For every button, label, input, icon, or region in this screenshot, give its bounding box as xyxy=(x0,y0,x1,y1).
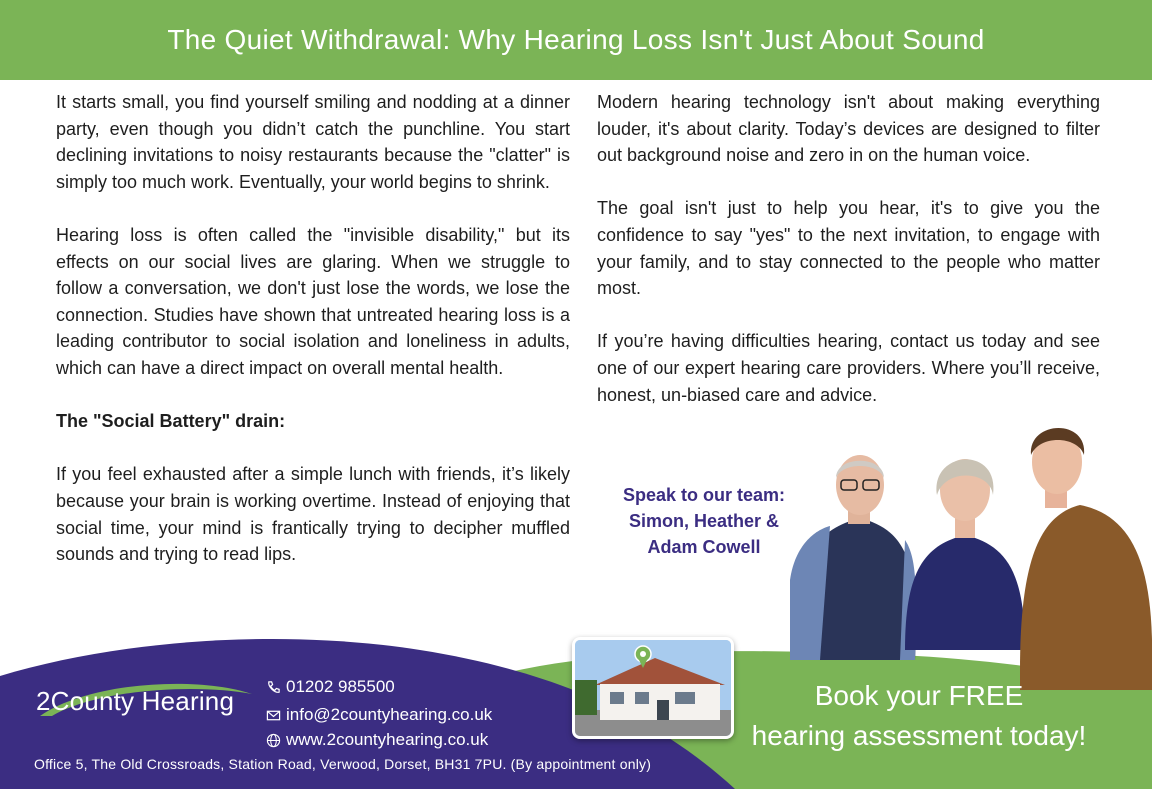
email-address: info@2countyhearing.co.uk xyxy=(286,705,493,724)
globe-icon xyxy=(266,733,281,748)
phone-contact[interactable] xyxy=(266,677,395,697)
clinic-building-photo xyxy=(572,637,734,739)
cta-line-2: hearing assessment today! xyxy=(751,720,1087,751)
phone-number: 01202 985500 xyxy=(286,677,395,696)
left-paragraph-3: If you feel exhausted after a simple lunch with friends, it’s likely because your brain is working overtime. Instead of enjoying that social time, your mind is frantically trying to decipher muffled sounds and trying to read lips. xyxy=(56,464,570,565)
team-member-simon xyxy=(790,455,916,660)
right-paragraph-3: If you’re having difficulties hearing, contact us today and see one of our expert hearing care providers. Where you’ll receive, honest, un-biased care and advice. xyxy=(597,331,1100,405)
page-title: The Quiet Withdrawal: Why Hearing Loss Isn't Just About Sound xyxy=(167,24,985,55)
team-member-adam xyxy=(1020,428,1152,690)
team-caption xyxy=(604,482,804,560)
team-caption-line-3: Adam Cowell xyxy=(647,537,761,557)
website-contact[interactable] xyxy=(266,730,488,750)
phone-icon xyxy=(266,680,281,695)
email-contact[interactable] xyxy=(266,705,492,725)
team-caption-line-2: Simon, Heather & xyxy=(628,511,780,531)
company-logo: 2County Hearing xyxy=(36,686,235,716)
right-paragraph-2: The goal isn't just to help you hear, it's to give you the confidence to say "yes" to the next invitation, to engage with your family, and to stay connected to the people who matter most. xyxy=(597,198,1100,299)
email-icon xyxy=(266,708,281,723)
section-subheading: The "Social Battery" drain: xyxy=(56,411,286,432)
website-url: www.2countyhearing.co.uk xyxy=(286,730,489,749)
right-paragraph-1: Modern hearing technology isn't about making everything louder, it's about clarity. Today’s devices are designed to filter out background noise and zero in on the human voice. xyxy=(597,92,1100,166)
clinic-building-illustration xyxy=(575,640,731,736)
team-member-heather xyxy=(905,459,1025,650)
team-caption-line-1: Speak to our team: xyxy=(622,485,786,505)
cta-line-1: Book your FREE xyxy=(814,680,1024,711)
office-address: Office 5, The Old Crossroads, Station Road, Verwood, Dorset, BH31 7PU. (By appointment only) xyxy=(34,756,652,772)
left-paragraph-1: It starts small, you find yourself smiling and nodding at a dinner party, even though you didn’t catch the punchline. You start declining invitations to noisy restaurants because the "clatter" is simply too much work. Eventually, your world begins to shrink. xyxy=(56,92,570,192)
left-paragraph-2: Hearing loss is often called the "invisible disability," but its effects on our social lives are glaring. When we struggle to follow a conversation, we don't just lose the words, we lose the connection. Studies have shown that untreated hearing loss is a leading contributor to social isolation and loneliness in adults, which can have a direct impact on overall mental health. xyxy=(56,224,570,378)
cta-text xyxy=(735,676,1103,756)
